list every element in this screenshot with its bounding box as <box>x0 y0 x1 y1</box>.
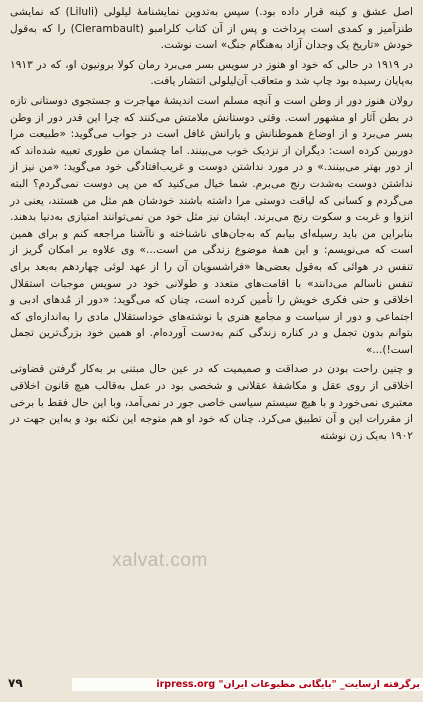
paragraph-1: اصل عشق و کینه قرار داده بود.) سپس به‌تدوین نمایشنامهٔ لیلولی (Liluli) که نمایشی طنزآمیز و کمدی است پرداخت و پس از آن کتاب کلرامبو (Clerambault) را که به‌قول خودش «تاریخ یک وجدان آزاد به‌هنگام جنگ» است نوشت. <box>10 6 413 52</box>
watermark-text: xalvat.com <box>112 550 208 571</box>
paragraph-3: رولان هنوز دور از وطن است و آنچه مسلم است اندیشهٔ مهاجرت و جستجوی دوستانی تازه در بطن آثار او مشهور است. وقتی دوستانش ملامتش می‌کنند که چرا این قدر دور از وطن بسر می‌برد و از اوضاع هموطنانش و یارانش غافل است در جواب می‌گوید: «طبیعت مرا دوربین کرده است: دیگران از نزدیک خوب می‌بینند. اما چشمان من طوری تعبیه شده‌اند که از دور بهتر می‌بینند.» و در مورد نداشتن دوست و غریب‌افتادگی خود می‌گوید: «من نیز از نداشتن دوست به‌شدت رنج می‌برم. شما خیال می‌کنید که من پی دوست نمی‌گردم؟ البته می‌گردم و کسانی که لیاقت دوستی مرا داشته باشند خودشان هم مثل من هستند، یعنی در انزوا و غربت و سکوت رنج می‌برند. ایشان نیز مثل خود من نمی‌توانند امتیازی به‌دنیا بدهند. بنابراین من باید رسیله‌ای بیابم که به‌جان‌های ناشناخته و ناآشنا مراجعه کنم و برای همین است که می‌نویسم: و این همهٔ موضوع زندگی من است...» وی علاوه بر امکان گریز از تنفس در هوائی که به‌قول بعضی‌ها «فراشسویان آن را از عهد لوئی چهاردهم به‌بعد برای تنفس ناسالم می‌دانند» با اقامت‌های متعدد و طولانی خود در سویس موجبات استقلال اخلاقی و حتی فکری خویش را تأمین کرده است، چنان که می‌گوید: «دور از مُدهای ادبی و اجتماعی و دور از سیاست و مجامع هنری با نوشته‌های خوداستقلال مادی را به‌اندازه‌ای که بتوانم بدون تجمل و در کناره زندگی کنم به‌دست آورده‌ام. او همین خود بزرگ‌ترین تجمل است!)...» <box>10 94 413 356</box>
paragraph-2: در ۱۹۱۹ در حالی که خود او هنوز در سویس بسر می‌برد رمان کولا برونیون او، که در ۱۹۱۳ به‌پایان رسیده بود چاپ شد و متعاقب آن‌لیلولی انتشار یافت. <box>10 58 413 88</box>
body-text <box>10 4 413 444</box>
paragraph-4: و چنین راحت بودن در صداقت و صمیمیت که در عین حال مبتنی بر به‌کار گرفتن قضاوتی اخلاقی از روی عقل و مکاشفهٔ عقلانی و شخصی بود در عمل به‌قالب هیچ قانون اخلاقی معتبری نمی‌خورد و با هیچ سیستم سیاسی خاصی جور در نمی‌آمد، وبا این حال فقط با برخی از مقررات این و آن تطبیق می‌کرد. چنان که خود او هم متوجه این نکته بود و به‌این جهت در ۱۹۰۲ به‌یک زن نوشته <box>10 363 413 442</box>
page-number: ۷۹ <box>8 676 23 690</box>
source-credit-banner: برگرفته ازسایت_ "بایگانی مطبوعات ایران" irpress.org <box>72 678 423 691</box>
